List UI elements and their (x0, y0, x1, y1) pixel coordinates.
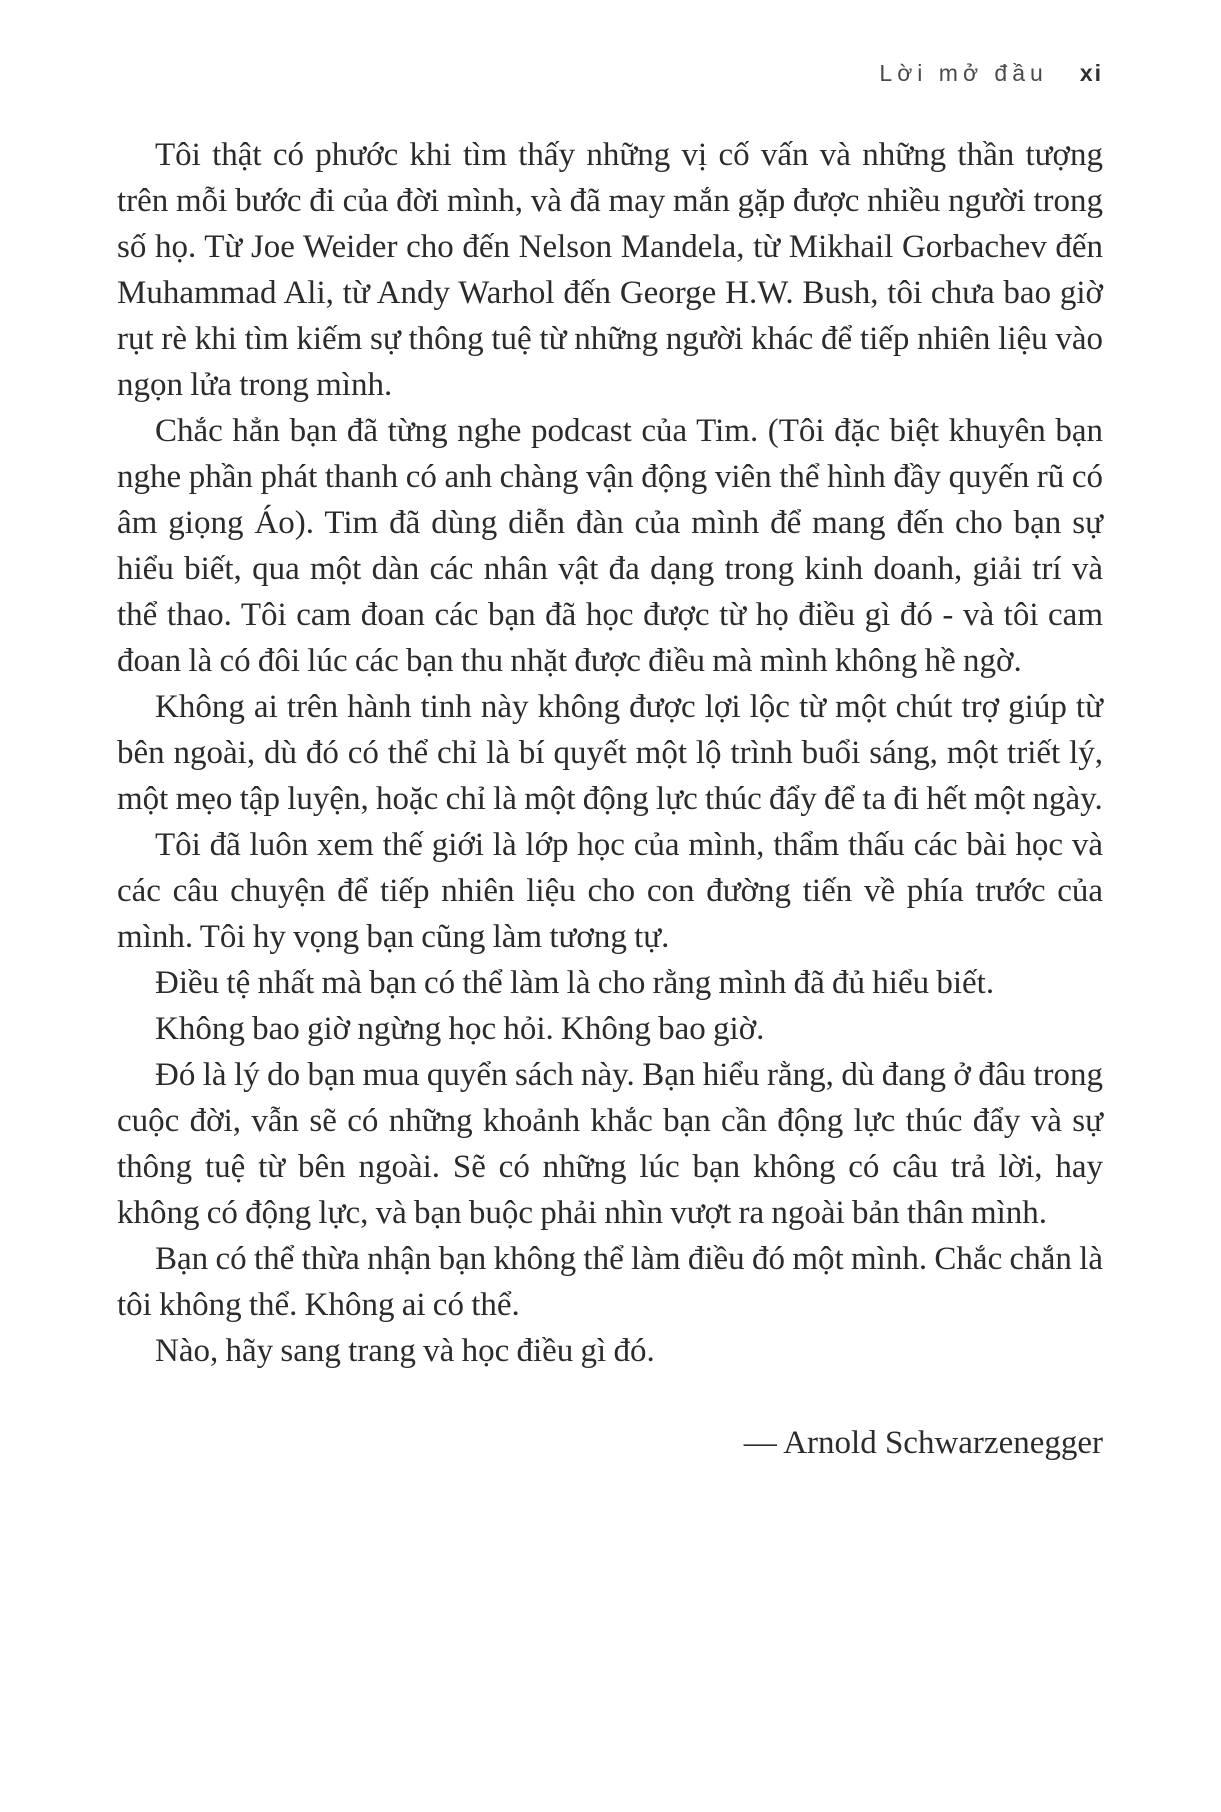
paragraph: Không ai trên hành tinh này không được lợi lộc từ một chút trợ giúp từ bên ngoài, dù đó có thể chỉ là bí quyết một lộ trình buổi sáng, một triết lý, một mẹo tập luyện, hoặc chỉ là một động lực thúc đẩy để ta đi hết một ngày. (117, 689, 1103, 817)
paragraph: Đó là lý do bạn mua quyển sách này. Bạn hiểu rằng, dù đang ở đâu trong cuộc đời, vẫn sẽ có những khoảnh khắc bạn cần động lực thúc đẩy và sự thông tuệ từ bên ngoài. Sẽ có những lúc bạn không có câu trả lời, hay không có động lực, và bạn buộc phải nhìn vượt ra ngoài bản thân mình. (117, 1057, 1103, 1231)
paragraph: Tôi đã luôn xem thế giới là lớp học của mình, thẩm thấu các bài học và các câu chuyện để tiếp nhiên liệu cho con đường tiến về phía trước của mình. Tôi hy vọng bạn cũng làm tương tự. (117, 827, 1103, 955)
paragraph: Tôi thật có phước khi tìm thấy những vị cố vấn và những thần tượng trên mỗi bước đi của đời mình, và đã may mắn gặp được nhiều người trong số họ. Từ Joe Weider cho đến Nelson Mandela, từ Mikhail Gorbachev đến Muhammad Ali, từ Andy Warhol đến George H.W. Bush, tôi chưa bao giờ rụt rè khi tìm kiếm sự thông tuệ từ những người khác để tiếp nhiên liệu vào ngọn lửa trong mình. (117, 137, 1103, 403)
paragraph: Không bao giờ ngừng học hỏi. Không bao giờ. (155, 1011, 765, 1047)
paragraph: Chắc hẳn bạn đã từng nghe podcast của Tim. (Tôi đặc biệt khuyên bạn nghe phần phát thanh có anh chàng vận động viên thể hình đầy quyến rũ có âm giọng Áo). Tim đã dùng diễn đàn của mình để mang đến cho bạn sự hiểu biết, qua một dàn các nhân vật đa dạng trong kinh doanh, giải trí và thể thao. Tôi cam đoan các bạn đã học được từ họ điều gì đó - và tôi cam đoan là có đôi lúc các bạn thu nhặt được điều mà mình không hề ngờ. (117, 413, 1103, 679)
paragraph: Bạn có thể thừa nhận bạn không thể làm điều đó một mình. Chắc chắn là tôi không thể. Không ai có thể. (117, 1241, 1103, 1323)
author-signature: — Arnold Schwarzenegger (743, 1425, 1103, 1461)
running-title: Lời mở đầu (879, 60, 1048, 86)
page-header (117, 58, 1103, 88)
page-number: xi (1079, 60, 1103, 86)
paragraph: Nào, hãy sang trang và học điều gì đó. (155, 1333, 655, 1369)
preface-body (117, 132, 1103, 1374)
paragraph: Điều tệ nhất mà bạn có thể làm là cho rằng mình đã đủ hiểu biết. (155, 965, 995, 1001)
